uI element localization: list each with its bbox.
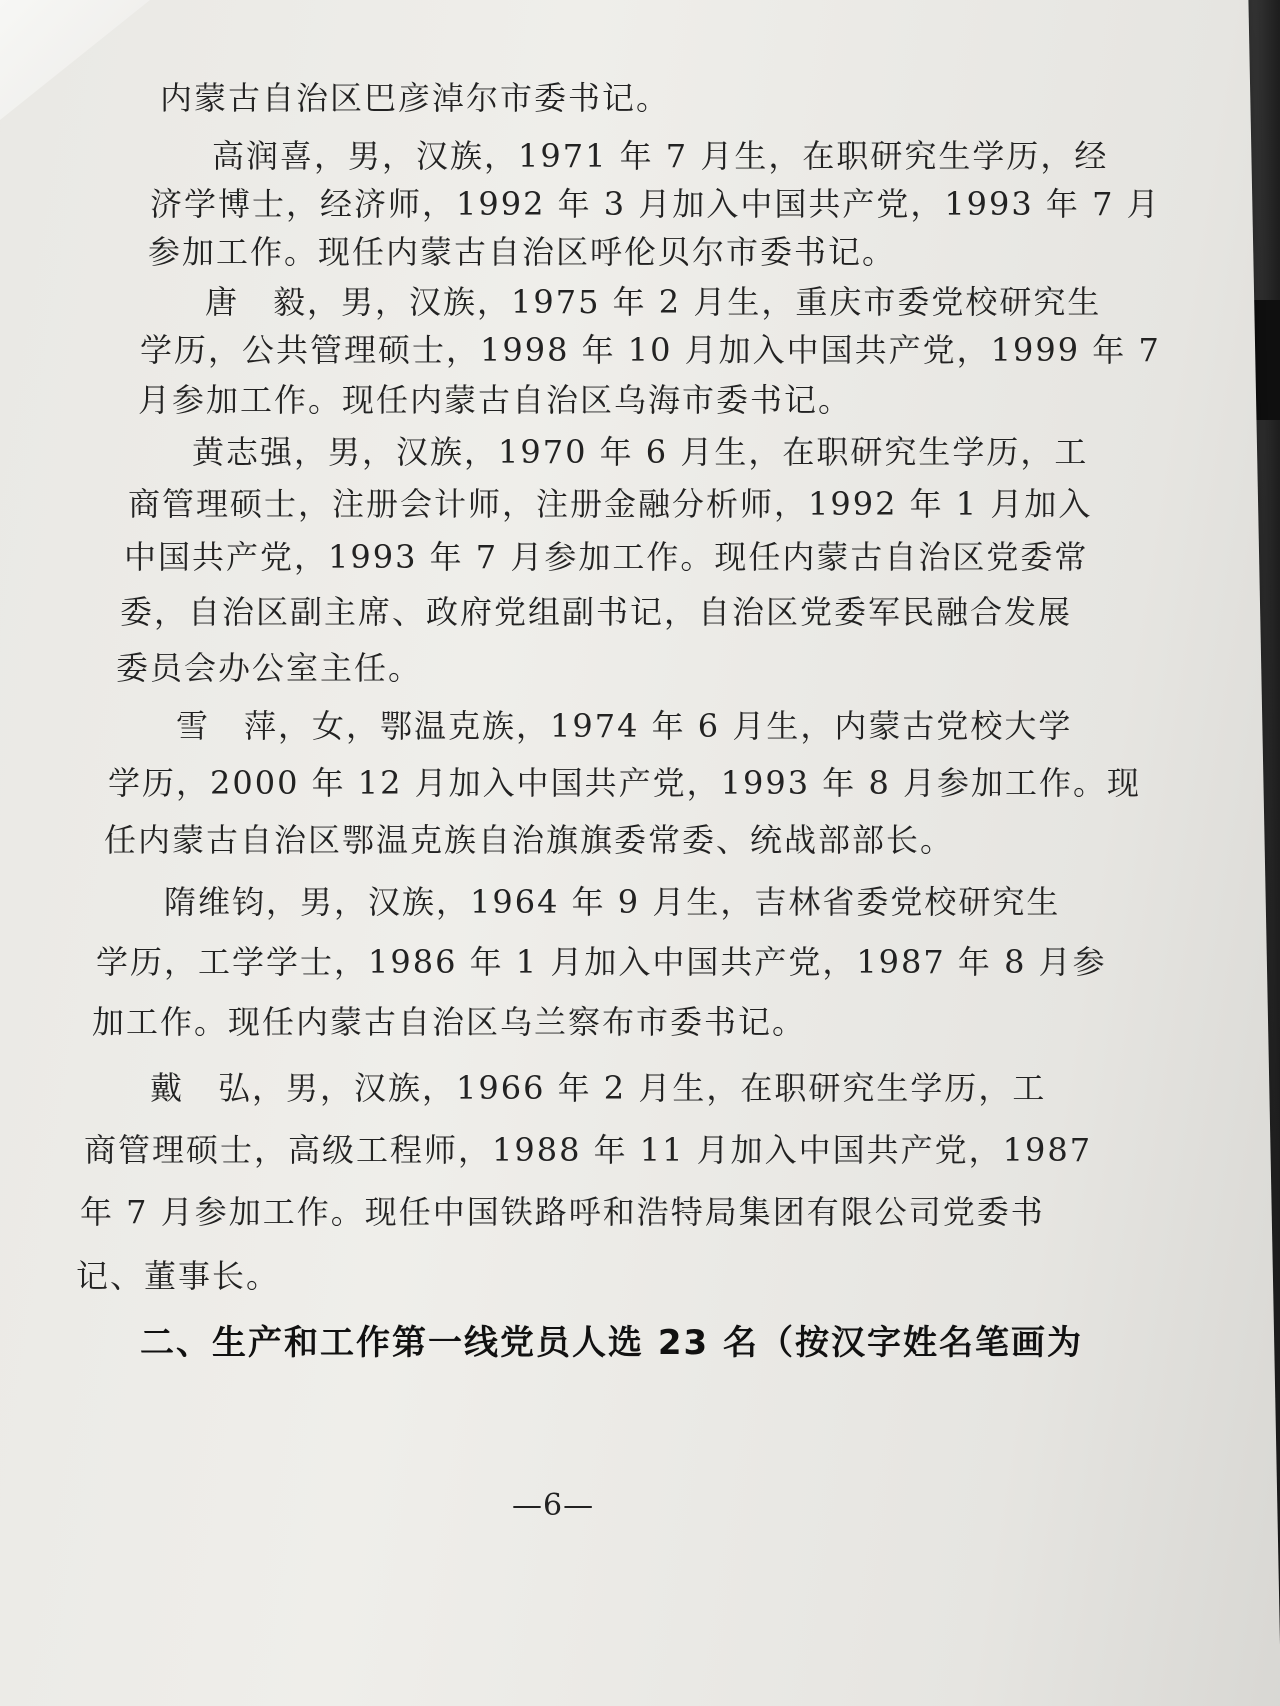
text-line: 月参加工作。现任内蒙古自治区乌海市委书记。	[138, 381, 853, 419]
text-line: 高润喜，男，汉族，1971 年 7 月生，在职研究生学历，经	[212, 137, 1109, 175]
text-line: 参加工作。现任内蒙古自治区呼伦贝尔市委书记。	[148, 233, 897, 271]
text-line: 雪 萍，女，鄂温克族，1974 年 6 月生，内蒙古党校大学	[176, 707, 1073, 745]
text-line: 内蒙古自治区巴彦淖尔市委书记。	[160, 79, 671, 117]
text-line: 中国共产党，1993 年 7 月参加工作。现任内蒙古自治区党委常	[124, 538, 1089, 576]
text-line: 学历，公共管理硕士，1998 年 10 月加入中国共产党，1999 年 7	[140, 331, 1161, 369]
text-line: 学历，工学学士，1986 年 1 月加入中国共产党，1987 年 8 月参	[96, 943, 1107, 981]
text-line: 委员会办公室主任。	[116, 649, 423, 687]
text-line: 委，自治区副主席、政府党组副书记，自治区党委军民融合发展	[120, 593, 1073, 631]
text-line: 济学博士，经济师，1992 年 3 月加入中国共产党，1993 年 7 月	[150, 185, 1161, 223]
text-line: 商管理硕士，高级工程师，1988 年 11 月加入中国共产党，1987	[84, 1131, 1093, 1169]
page-number: —6—	[512, 1488, 595, 1523]
text-line: 黄志强，男，汉族，1970 年 6 月生，在职研究生学历，工	[192, 433, 1089, 471]
text-line: 学历，2000 年 12 月加入中国共产党，1993 年 8 月参加工作。现	[108, 764, 1141, 802]
section-heading: 二、生产和工作第一线党员人选 23 名（按汉字姓名笔画为	[140, 1323, 1083, 1363]
text-line: 隋维钧，男，汉族，1964 年 9 月生，吉林省委党校研究生	[164, 883, 1061, 921]
text-line: 记、董事长。	[76, 1257, 281, 1295]
text-line: 加工作。现任内蒙古自治区乌兰察布市委书记。	[92, 1003, 807, 1041]
text-line: 唐 毅，男，汉族，1975 年 2 月生，重庆市委党校研究生	[205, 283, 1102, 321]
text-line: 商管理硕士，注册会计师，注册金融分析师，1992 年 1 月加入	[128, 485, 1093, 523]
text-line: 戴 弘，男，汉族，1966 年 2 月生，在职研究生学历，工	[150, 1069, 1047, 1107]
text-line: 任内蒙古自治区鄂温克族自治旗旗委常委、统战部部长。	[104, 821, 955, 859]
text-line: 年 7 月参加工作。现任中国铁路呼和浩特局集团有限公司党委书	[80, 1193, 1045, 1231]
